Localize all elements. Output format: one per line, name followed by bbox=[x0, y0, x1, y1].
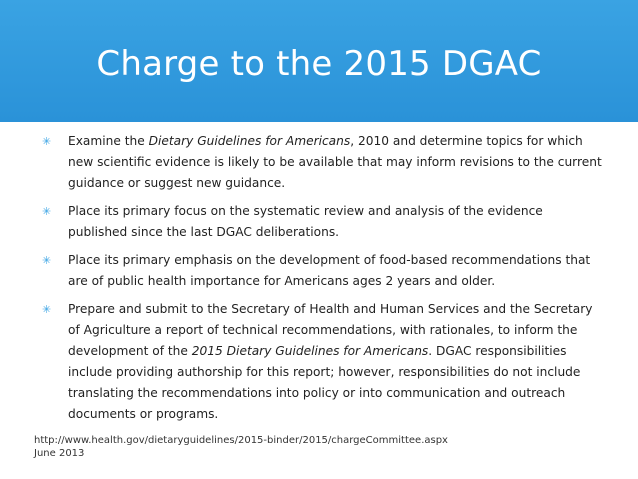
bullet-text: Place its primary emphasis on the development of food-based recommendations that are of public health importance for Americans ages 2 years and older. bbox=[68, 253, 591, 288]
slide-title: Charge to the 2015 DGAC bbox=[96, 44, 542, 84]
bullet-list bbox=[42, 131, 602, 432]
title-banner bbox=[0, 0, 638, 122]
asterisk-bullet-icon: ✳ bbox=[42, 205, 52, 218]
source-footer bbox=[34, 434, 448, 460]
bullet-item bbox=[42, 201, 602, 243]
bullet-text: Prepare and submit to the Secretary of Health and Human Services and the Secretary of Agriculture a report of technical recommendations, with rationales, to inform the development of the 2015 Dietary Guidelines for Americans. DGAC responsibilities include providing authorship for this report; however, responsibilities do not include translating the recommendations into policy or into communication and outreach documents or programs. bbox=[68, 302, 593, 421]
source-url: http://www.health.gov/dietaryguidelines/2015-binder/2015/chargeCommittee.aspx bbox=[34, 435, 448, 446]
bullet-text: Place its primary focus on the systematic review and analysis of the evidence published since the last DGAC deliberations. bbox=[68, 204, 543, 239]
asterisk-bullet-icon: ✳ bbox=[42, 303, 52, 316]
asterisk-bullet-icon: ✳ bbox=[42, 135, 52, 148]
asterisk-bullet-icon: ✳ bbox=[42, 254, 52, 267]
bullet-item bbox=[42, 299, 602, 425]
bullet-item bbox=[42, 131, 602, 194]
bullet-item bbox=[42, 250, 602, 292]
source-date: June 2013 bbox=[34, 448, 85, 459]
bullet-text: Examine the Dietary Guidelines for Americans, 2010 and determine topics for which new scientific evidence is likely to be available that may inform revisions to the current guidance or suggest new guidance. bbox=[68, 134, 602, 190]
